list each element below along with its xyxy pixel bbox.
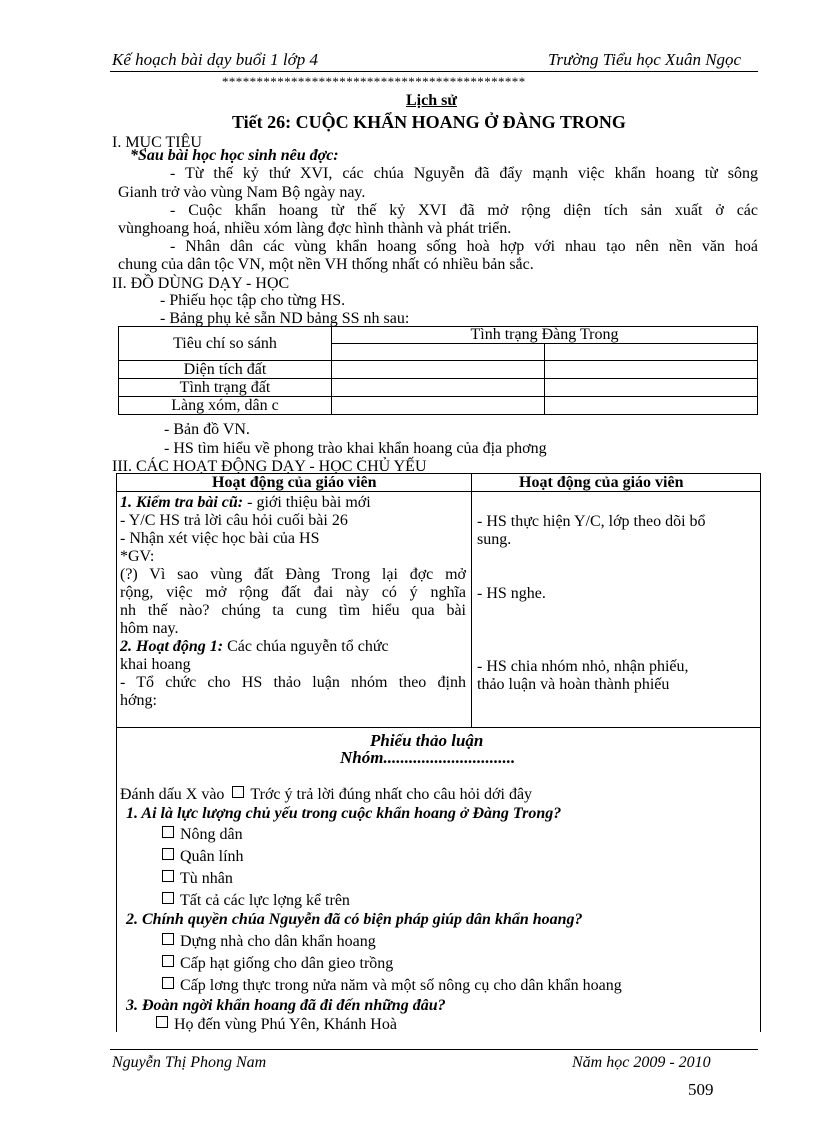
footer-school-year: Năm học 2009 - 2010 [572, 1054, 711, 1071]
option-label: Nông dân [180, 826, 243, 843]
comparison-empty-cell [545, 397, 758, 415]
option-label: Cấp lơng thực trong nửa năm và một số nông cụ cho dân khẩn hoang [180, 977, 622, 994]
comparison-empty-cell [332, 397, 545, 415]
activity-left-line: - Nhận xét việc học bài của HS [120, 530, 320, 547]
activity-right-line: sung. [477, 531, 512, 548]
question-3: 3. Đoàn ngời khẩn hoang đã đi đến những đâu? [126, 997, 446, 1014]
activity-left-line: (?) Vì sao vùng đất Đàng Trong lại đợc mở [120, 566, 466, 583]
objective-1-line1: - Từ thế kỷ thứ XVI, các chúa Nguyễn đã đẩy mạnh việc khẩn hoang từ sông [170, 165, 758, 182]
comparison-header-status: Tình trạng Đàng Trong [332, 327, 758, 344]
option-label: Cấp hạt giống cho dân gieo trồng [180, 955, 394, 972]
activity-left-line: nh thế nào? chúng ta cung tìm hiểu qua bài [120, 602, 466, 619]
comparison-empty-cell [545, 361, 758, 379]
option-item[interactable] [156, 1016, 397, 1034]
comparison-row-label: Làng xóm, dân c [119, 397, 332, 415]
footer-author: Nguyễn Thị Phong Nam [112, 1054, 267, 1071]
checkbox-icon[interactable] [162, 826, 174, 838]
lesson-title: Tiết 26: CUỘC KHẨN HOANG Ở ĐÀNG TRONG [232, 112, 626, 132]
section3-heading: III. CÁC HOẠT ĐỘNG DẠY - HỌC CHỦ YẾU [112, 458, 427, 475]
option-label: Tất cả các lực lợng kể trên [180, 892, 350, 909]
footer-rule [110, 1049, 758, 1050]
activity-header-right: Hoạt động của giáo viên [519, 474, 684, 491]
comparison-header-criteria: Tiêu chí so sánh [119, 327, 332, 361]
header-left-text: Kế hoạch bài dạy buổi 1 lớp 4 [112, 50, 318, 69]
objective-1-line2: Gianh trở vào vùng Nam Bộ ngày nay. [118, 184, 366, 201]
section2-heading: II. ĐỒ DÙNG DẠY - HỌC [112, 275, 290, 292]
comparison-empty-cell [332, 344, 545, 361]
comparison-row-label: Diện tích đất [119, 361, 332, 379]
worksheet-group: Nhóm............................... [340, 748, 516, 767]
option-item[interactable] [162, 977, 622, 995]
checkbox-icon[interactable] [162, 933, 174, 945]
header-right-text: Trường Tiểu học Xuân Ngọc [548, 50, 742, 69]
check-old-lesson-label: 1. Kiểm tra bài cũ: [120, 494, 244, 511]
activity-right-line: thảo luận và hoàn thành phiếu [477, 676, 670, 693]
option-label: Họ đến vùng Phú Yên, Khánh Hoà [174, 1016, 397, 1033]
check-old-lesson-text: - giới thiệu bài mới [243, 494, 371, 511]
comparison-row-label: Tình trạng đất [119, 379, 332, 397]
activity-left-line: khai hoang [120, 656, 191, 673]
subject-title: Lịch sử [406, 92, 457, 109]
question-1: 1. Ai là lực lượng chủ yếu trong cuộc khẩn hoang ở Đàng Trong? [126, 805, 562, 822]
materials-item-4: - HS tìm hiểu về phong trào khai khẩn hoang của địa phơng [164, 440, 547, 457]
activity-left-line: rộng, việc mở rộng đất đai này có ý nghĩa [120, 584, 466, 601]
instruction-text-a: Đánh dấu X vào [120, 786, 225, 803]
activity-left-line: - Y/C HS trả lời câu hỏi cuối bài 26 [120, 512, 348, 529]
activity-right-line: - HS thực hiện Y/C, lớp theo dõi bổ [477, 513, 706, 530]
question-2: 2. Chính quyền chúa Nguyễn đã có biện pháp giúp dân khẩn hoang? [126, 911, 583, 928]
activity-left-line: hớng: [120, 692, 157, 709]
option-item[interactable] [162, 870, 233, 888]
checkbox-icon[interactable] [162, 848, 174, 860]
materials-item-3: - Bản đồ VN. [164, 421, 250, 438]
header-stars: ******************************************** [222, 74, 526, 89]
activity-left-line: - Tổ chức cho HS thảo luận nhóm theo định [120, 674, 466, 691]
option-item[interactable] [162, 848, 244, 866]
activity-1-text: Các chúa nguyễn tổ chức [223, 638, 389, 655]
option-item[interactable] [162, 933, 376, 951]
option-item[interactable] [162, 892, 350, 910]
option-label: Quân lính [180, 848, 244, 865]
materials-item-1: - Phiếu học tập cho từng HS. [160, 292, 346, 309]
worksheet-title: Phiếu thảo luận [370, 731, 484, 750]
comparison-empty-cell [332, 379, 545, 397]
checkbox-icon[interactable] [162, 955, 174, 967]
objective-3-line1: - Nhân dân các vùng khẩn hoang sống hoà hợp với nhau tạo nên nền văn hoá [170, 238, 758, 255]
objective-2-line1: - Cuộc khẩn hoang từ thế kỷ XVI đã mở rộng diện tích sản xuất ở các [170, 202, 758, 219]
activity-right-line: - HS chia nhóm nhỏ, nhận phiếu, [477, 658, 689, 675]
page-number: 509 [688, 1080, 714, 1099]
comparison-empty-cell [545, 344, 758, 361]
checkbox-icon [232, 786, 244, 798]
instruction-text-b: Trớc ý trả lời đúng nhất cho câu hỏi dới đây [250, 786, 533, 803]
objective-2-line2: vùnghoang hoá, nhiều xóm làng đợc hình thành và phát triển. [118, 220, 512, 237]
checkbox-icon[interactable] [156, 1016, 168, 1028]
activity-column-divider [471, 473, 472, 727]
activity-left-line: *GV: [120, 548, 155, 565]
comparison-table [118, 326, 758, 415]
activity-left-line [120, 494, 371, 512]
activity-right-line: - HS nghe. [477, 585, 546, 602]
worksheet-instruction [120, 786, 532, 804]
activity-header-left: Hoạt động của giáo viên [212, 474, 377, 491]
section1-heading: I. MỤC TIÊU [112, 134, 202, 151]
activity-left-line: hôm nay. [120, 620, 179, 637]
objective-3-line2: chung của dân tộc VN, một nền VH thống nhất có nhiều bản sắc. [118, 256, 534, 273]
checkbox-icon[interactable] [162, 870, 174, 882]
checkbox-icon[interactable] [162, 977, 174, 989]
option-item[interactable] [162, 955, 393, 973]
checkbox-icon[interactable] [162, 892, 174, 904]
option-label: Dựng nhà cho dân khẩn hoang [180, 933, 376, 950]
activity-left-line [120, 638, 389, 656]
header-rule [110, 71, 758, 72]
materials-item-2: - Bảng phụ kẻ sẵn ND bảng SS nh sau: [160, 310, 410, 327]
option-label: Tù nhân [180, 870, 233, 887]
section1-subheading: *Sau bài học học sinh nêu đợc: [130, 147, 339, 164]
comparison-empty-cell [332, 361, 545, 379]
comparison-empty-cell [545, 379, 758, 397]
activity-1-label: 2. Hoạt động 1: [120, 638, 224, 655]
activity-worksheet-rule [116, 727, 760, 728]
option-item[interactable] [162, 826, 243, 844]
